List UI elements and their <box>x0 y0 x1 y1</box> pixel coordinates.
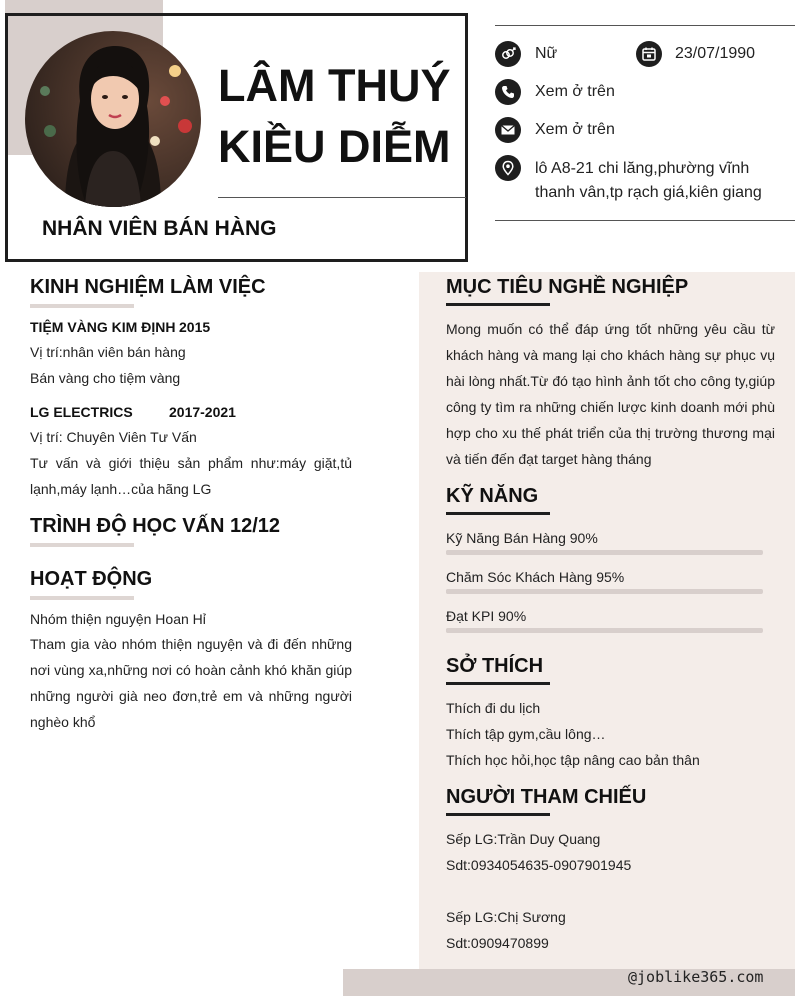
objective-line-3: hài lòng nhất.Từ đó tạo hình ảnh tốt cho công ty,giúp <box>446 373 775 389</box>
job-2-description <box>30 450 352 502</box>
education-title: TRÌNH ĐỘ HỌC VẤN 12/12 <box>30 515 281 537</box>
reference-1-phone: Sdt:0934054635-0907901945 <box>446 857 632 873</box>
job-title: NHÂN VIÊN BÁN HÀNG <box>42 217 277 240</box>
location-icon <box>495 155 521 181</box>
skill-2-label: Chăm Sóc Khách Hàng 95% <box>446 569 625 585</box>
hobby-1: Thích đi du lịch <box>446 700 541 716</box>
hobbies-underline <box>446 682 550 685</box>
objective-line-5: hợp cho xu thế phát triển của thị trường thương mại <box>446 425 775 441</box>
activity-line-4: nghèo khổ <box>30 714 96 730</box>
phone-icon <box>495 79 521 105</box>
address-value <box>535 157 785 205</box>
activity-description <box>30 631 352 735</box>
objective-text <box>446 316 775 472</box>
activity-line-1: Tham gia vào nhóm thiện nguyện và đi đến những <box>30 636 352 652</box>
activities-underline <box>30 596 134 600</box>
hobby-3: Thích học hỏi,học tập nâng cao bản thân <box>446 752 700 768</box>
objective-title: MỤC TIÊU NGHỀ NGHIỆP <box>446 276 689 298</box>
job-2-position: Vị trí: Chuyên Viên Tư Vấn <box>30 429 197 445</box>
phone-value: Xem ở trên <box>535 83 615 100</box>
gender-icon <box>495 41 521 67</box>
activity-org: Nhóm thiện nguyện Hoan Hỉ <box>30 611 206 627</box>
activity-line-2: nơi vùng xa,những nơi có hoàn cảnh khó khăn giúp <box>30 662 352 678</box>
job-1-position: Vị trí:nhân viên bán hàng <box>30 344 186 360</box>
calendar-icon <box>636 41 662 67</box>
job-2-period: 2017-2021 <box>169 404 236 420</box>
skills-underline <box>446 512 550 515</box>
objective-line-1: Mong muốn có thể đáp ứng tốt những yêu cầu từ <box>446 321 775 337</box>
candidate-name <box>218 55 458 177</box>
objective-underline <box>446 303 550 306</box>
references-underline <box>446 813 550 816</box>
skill-3-label: Đạt KPI 90% <box>446 608 527 624</box>
mail-icon <box>495 117 521 143</box>
job-2-company: LG ELECTRICS <box>30 404 133 420</box>
objective-line-4: công ty tìm ra những chiến lược kinh doanh mới phù <box>446 399 775 415</box>
skill-3-fill <box>446 628 731 633</box>
activities-title: HOẠT ĐỘNG <box>30 568 153 590</box>
address-line-2: thanh vân,tp rạch giá,kiên giang <box>535 184 762 201</box>
address-line-1: lô A8-21 chi lăng,phường vĩnh <box>535 160 750 177</box>
name-line-1: LÂM THUÝ <box>218 60 451 111</box>
job-2-desc-line-1: Tư vấn và giới thiệu sản phẩm như:máy giặt,tủ <box>30 455 352 471</box>
name-line-2: KIỀU DIỄM <box>218 121 451 172</box>
experience-underline <box>30 304 134 308</box>
job-1-description: Bán vàng cho tiệm vàng <box>30 370 181 386</box>
gender-value: Nữ <box>535 45 558 62</box>
experience-title: KINH NGHIỆM LÀM VIỆC <box>30 276 266 298</box>
contact-divider-top <box>495 25 795 26</box>
skill-1-label: Kỹ Năng Bán Hàng 90% <box>446 530 598 546</box>
reference-2-phone: Sdt:0909470899 <box>446 935 549 951</box>
dob-value: 23/07/1990 <box>675 45 756 62</box>
skill-3-bar <box>446 628 763 633</box>
job-1-company: TIỆM VÀNG KIM ĐỊNH <box>30 319 176 335</box>
activity-line-3: những người già neo đơn,trẻ em và những người <box>30 688 352 704</box>
avatar-illustration <box>25 31 201 207</box>
skill-2-fill <box>446 589 747 594</box>
hobbies-title: SỞ THÍCH <box>446 655 544 677</box>
skills-title: KỸ NĂNG <box>446 485 539 507</box>
contact-divider-bottom <box>495 220 795 221</box>
reference-2-name: Sếp LG:Chị Sương <box>446 909 566 925</box>
objective-line-2: khách hàng và mang lại cho khách hàng sự phục vụ <box>446 347 775 363</box>
watermark: @joblike365.com <box>628 968 764 986</box>
skill-2-bar <box>446 589 763 594</box>
skill-1-bar <box>446 550 763 555</box>
objective-line-6: và tiến đến đạt target hàng tháng <box>446 451 652 467</box>
skill-1-fill <box>446 550 731 555</box>
reference-1-name: Sếp LG:Trần Duy Quang <box>446 831 601 847</box>
education-underline <box>30 543 134 547</box>
avatar <box>25 31 201 207</box>
email-value: Xem ở trên <box>535 121 615 138</box>
references-title: NGƯỜI THAM CHIẾU <box>446 786 647 808</box>
job-1-period: 2015 <box>179 319 211 335</box>
job-2-desc-line-2: lạnh,máy lạnh…của hãng LG <box>30 481 212 497</box>
hobby-2: Thích tập gym,cầu lông… <box>446 726 606 742</box>
header-divider <box>218 197 466 198</box>
